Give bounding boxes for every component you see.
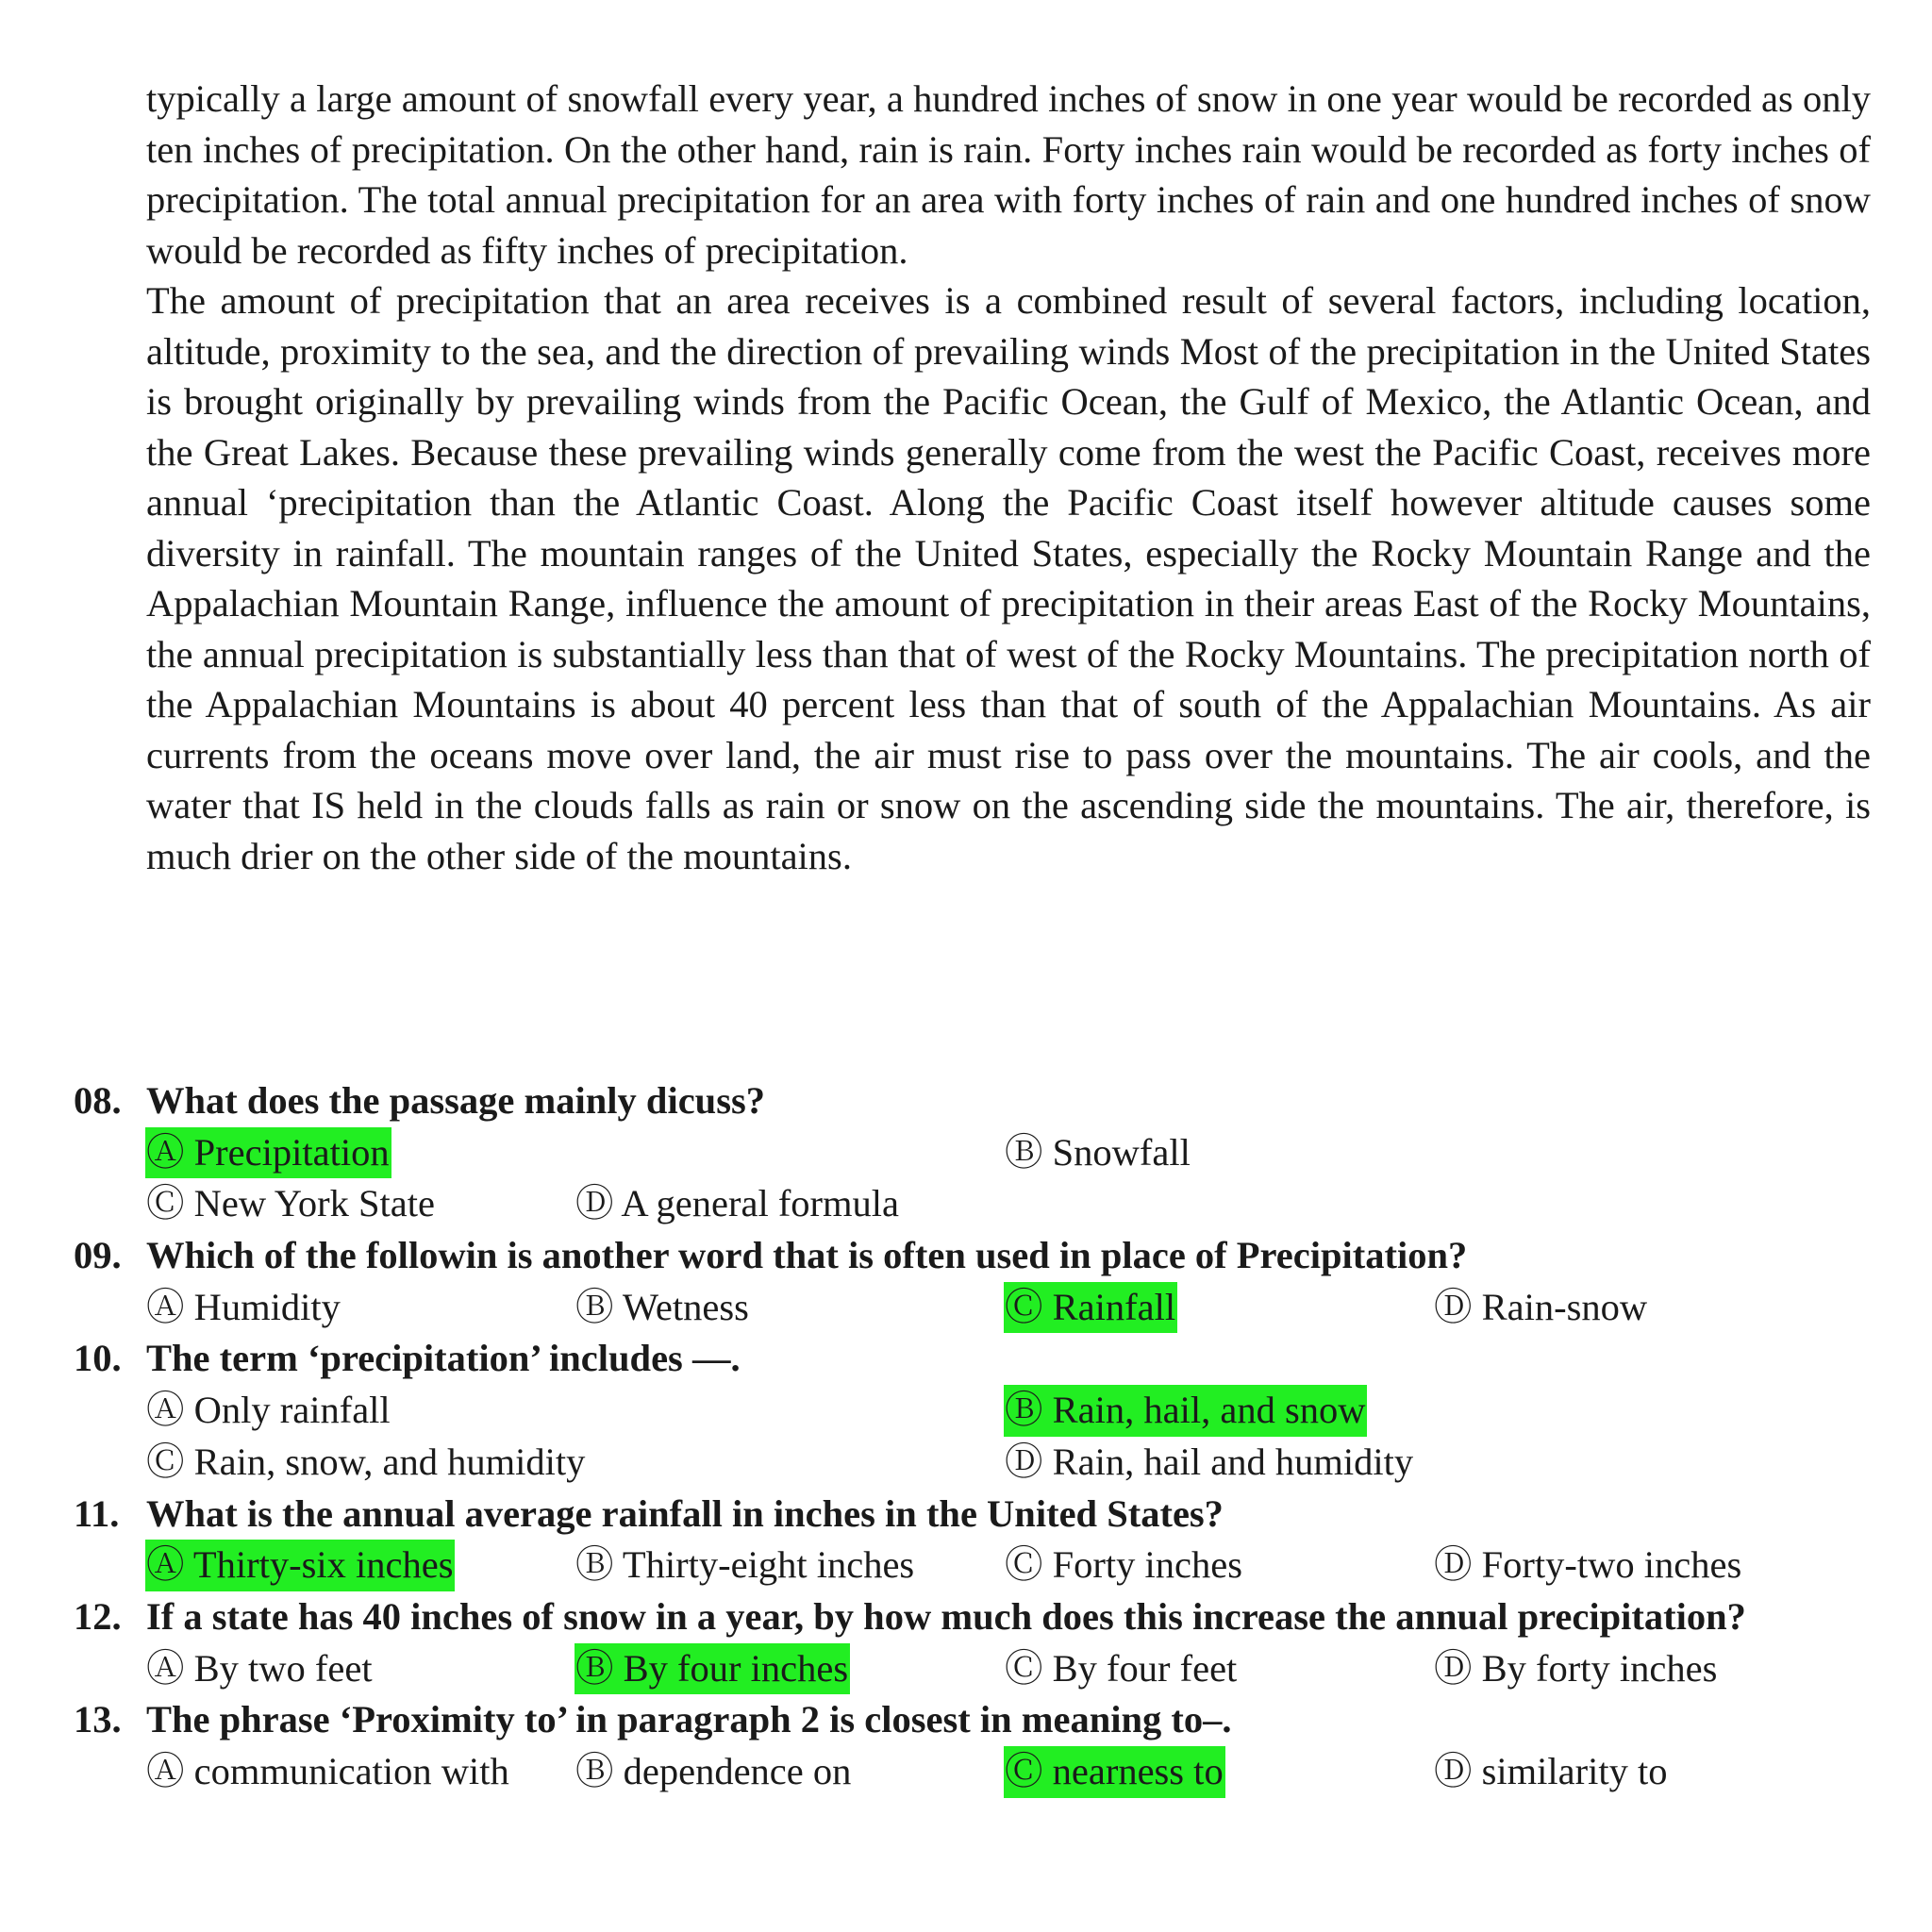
question-11 [74, 1489, 1871, 1591]
option-a-selected[interactable]: Ⓐ Precipitation [145, 1127, 391, 1179]
option-b[interactable]: Ⓑ dependence on [575, 1750, 852, 1793]
passage-paragraph-1: typically a large amount of snowfall every year, a hundred inches of snow in one year would be recorded as only ten inches of precipitation. On the other hand, rain is rain. Forty inches rain would be recorded as forty inches of precipitation. The total annual precipitation for an area with forty inches of rain and one hundred inches of snow would be recorded as fifty inches of precipitation. [146, 77, 1871, 272]
option-c[interactable]: Ⓒ Rain, snow, and humidity [146, 1440, 586, 1483]
question-text: If a state has 40 inches of snow in a year, by how much does this increase the annual precipitation? [146, 1594, 1746, 1638]
option-c[interactable]: Ⓒ Forty inches [1005, 1543, 1242, 1587]
question-number: 11. [74, 1491, 120, 1535]
question-text: The phrase ‘Proximity to’ in paragraph 2 is closest in meaning to–. [146, 1698, 1232, 1741]
option-d[interactable]: Ⓓ A general formula [575, 1182, 900, 1225]
passage-paragraph-2: The amount of precipitation that an area receives is a combined result of several factors, including location, altitude, proximity to the sea, and the direction of prevailing winds Most of the precipitation in the United States is brought originally by prevailing winds from the Pacific Ocean, the Gulf of Mexico, the Atlantic Ocean, and the Great Lakes. Because these prevailing winds generally come from the west the Pacific Coast, receives more annual ‘precipitation than the Atlantic Coast. Along the Pacific Coast itself however altitude causes some diversity in rainfall. The mountain ranges of the United States, especially the Rocky Mountain Range and the Appalachian Mountain Range, influence the amount of precipitation in their areas East of the Rocky Mountains, the annual precipitation is substantially less than that of west of the Rocky Mountains. The precipitation north of the Appalachian Mountains is about 40 percent less than that of south of the Appalachian Mountains. As air currents from the oceans move over land, the air must rise to pass over the mountains. The air cools, and the water that IS held in the clouds falls as rain or snow on the ascending side the mountains. The air, therefore, is much drier on the other side of the mountains. [146, 279, 1871, 877]
question-13 [74, 1694, 1871, 1797]
question-09 [74, 1230, 1871, 1333]
option-a[interactable]: Ⓐ communication with [146, 1750, 509, 1793]
option-c[interactable]: Ⓒ New York State [146, 1182, 436, 1225]
question-number: 09. [74, 1234, 122, 1277]
question-text: What does the passage mainly dicuss? [146, 1079, 765, 1122]
option-b[interactable]: Ⓑ Wetness [575, 1285, 749, 1328]
option-c-selected[interactable]: Ⓒ Rainfall [1004, 1282, 1177, 1334]
option-a-selected[interactable]: Ⓐ Thirty-six inches [145, 1540, 455, 1591]
option-d[interactable]: Ⓓ Forty-two inches [1434, 1543, 1742, 1587]
option-a[interactable]: Ⓐ Only rainfall [146, 1389, 391, 1432]
option-b[interactable]: Ⓑ Thirty-eight inches [575, 1543, 915, 1587]
question-text: Which of the followin is another word that is often used in place of Precipitation? [146, 1234, 1468, 1277]
option-a[interactable]: Ⓐ By two feet [146, 1646, 373, 1690]
option-d[interactable]: Ⓓ similarity to [1434, 1750, 1668, 1793]
option-b[interactable]: Ⓑ Snowfall [1005, 1130, 1191, 1174]
question-08 [74, 1075, 1871, 1230]
option-a[interactable]: Ⓐ Humidity [146, 1285, 341, 1328]
option-b-selected[interactable]: Ⓑ By four inches [575, 1643, 850, 1695]
question-list [74, 1075, 1871, 1798]
question-number: 12. [74, 1594, 122, 1638]
question-12 [74, 1591, 1871, 1694]
option-c[interactable]: Ⓒ By four feet [1005, 1646, 1238, 1690]
question-text: The term ‘precipitation’ includes —. [146, 1337, 741, 1380]
question-number: 13. [74, 1698, 122, 1741]
question-number: 08. [74, 1079, 122, 1122]
option-b-selected[interactable]: Ⓑ Rain, hail, and snow [1004, 1385, 1367, 1437]
option-d[interactable]: Ⓓ Rain, hail and humidity [1005, 1440, 1414, 1483]
question-text: What is the annual average rainfall in inches in the United States? [146, 1491, 1224, 1535]
option-d[interactable]: Ⓓ Rain-snow [1434, 1285, 1648, 1328]
option-c-selected[interactable]: Ⓒ nearness to [1004, 1746, 1225, 1798]
question-10 [74, 1333, 1871, 1488]
reading-passage [146, 74, 1871, 881]
question-number: 10. [74, 1337, 122, 1380]
option-d[interactable]: Ⓓ By forty inches [1434, 1646, 1718, 1690]
